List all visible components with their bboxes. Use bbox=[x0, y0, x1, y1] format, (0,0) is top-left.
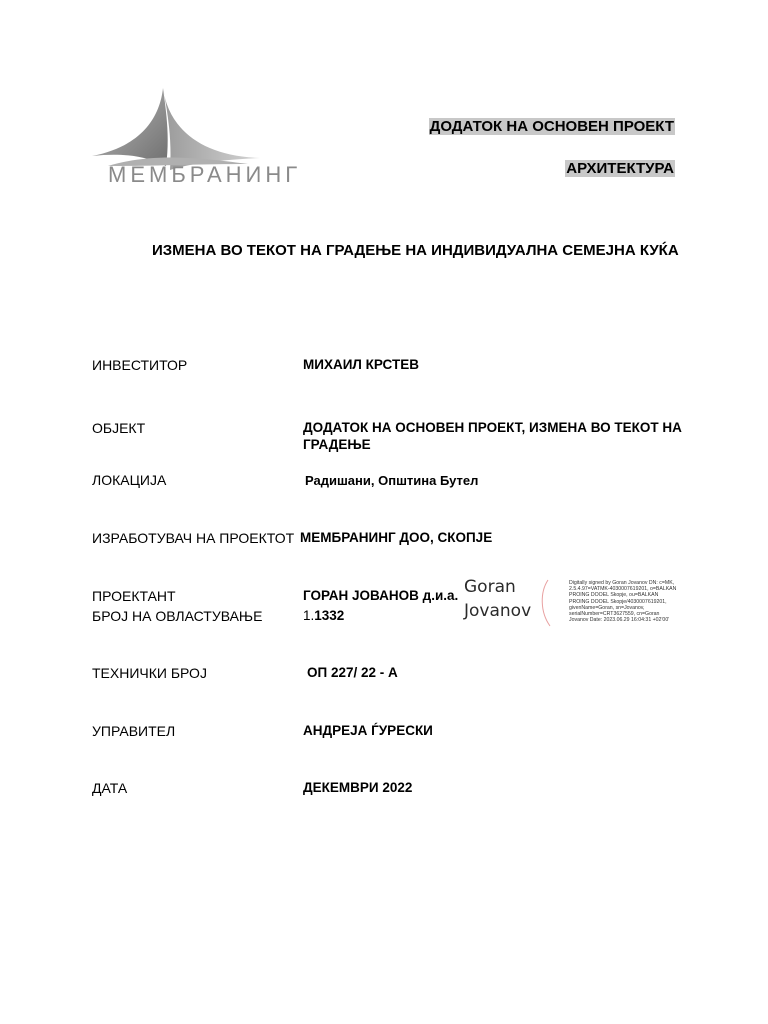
investor-label: ИНВЕСТИТОР bbox=[92, 357, 188, 373]
project-title: ИЗМЕНА ВО ТЕКОТ НА ГРАДЕЊЕ НА ИНДИВИДУАЛНА СЕМЕЈНА КУЌА bbox=[152, 242, 679, 259]
designer-label: ПРОЕКТАНТ bbox=[92, 588, 176, 604]
object-value-line2: ГРАДЕЊЕ bbox=[303, 437, 371, 452]
manager-label: УПРАВИТЕЛ bbox=[92, 723, 176, 739]
location-label: ЛОКАЦИЈА bbox=[92, 472, 167, 488]
logo-wordmark: МЕМБРАНИНГ bbox=[108, 162, 302, 187]
header-line1: ДОДАТОК НА ОСНОВЕН ПРОЕКТ bbox=[429, 118, 674, 135]
signature-name-first: Goran bbox=[464, 577, 516, 597]
date-value: ДЕКЕМВРИ 2022 bbox=[303, 780, 413, 795]
signature-name-last: Jovanov bbox=[464, 601, 532, 621]
date-label: ДАТА bbox=[92, 780, 128, 796]
location-value: Радишани, Општина Бутел bbox=[305, 473, 479, 488]
investor-value: МИХАИЛ КРСТЕВ bbox=[303, 357, 419, 372]
tech-number-value: ОП 227/ 22 - А bbox=[307, 665, 398, 680]
manager-value: АНДРЕЈА ЃУРЕСКИ bbox=[303, 723, 433, 738]
license-value bbox=[303, 608, 344, 623]
designer-value: ГОРАН ЈОВАНОВ д.и.а. bbox=[303, 588, 459, 603]
tech-number-label: ТЕХНИЧКИ БРОЈ bbox=[92, 665, 207, 681]
developer-label: ИЗРАБОТУВАЧ НА ПРОЕКТОТ bbox=[92, 530, 295, 546]
object-label: ОБЈЕКТ bbox=[92, 420, 146, 436]
license-value-number: 1332 bbox=[314, 608, 345, 623]
signature-flourish bbox=[538, 578, 552, 628]
signature-details: Digitally signed by Goran Jovanov DN: c=MK, 2.5.4.97=VATMK-4030007619201, o=BALKAN PROING DOOEL Skopje, ou=BALKAN PROING DOOEL Skopje/4030007619201, givenName=Goran, sn=Jovanov, serialNumber=CRT3627559, cn=Goran Jovanov Date: 2023.06.29 16:04:31 +02'00' bbox=[569, 580, 677, 624]
license-value-prefix: 1. bbox=[303, 608, 315, 623]
header-document-type bbox=[429, 118, 675, 135]
header-line2: АРХИТЕКТУРА bbox=[566, 160, 674, 177]
object-value-line1: ДОДАТОК НА ОСНОВЕН ПРОЕКТ, ИЗМЕНА ВО ТЕКОТ НА bbox=[303, 420, 682, 435]
header-discipline bbox=[565, 160, 675, 177]
developer-value: МЕМБРАНИНГ ДОО, СКОПЈЕ bbox=[300, 530, 493, 545]
license-label: БРОЈ НА ОВЛАСТУВАЊЕ bbox=[92, 608, 263, 624]
